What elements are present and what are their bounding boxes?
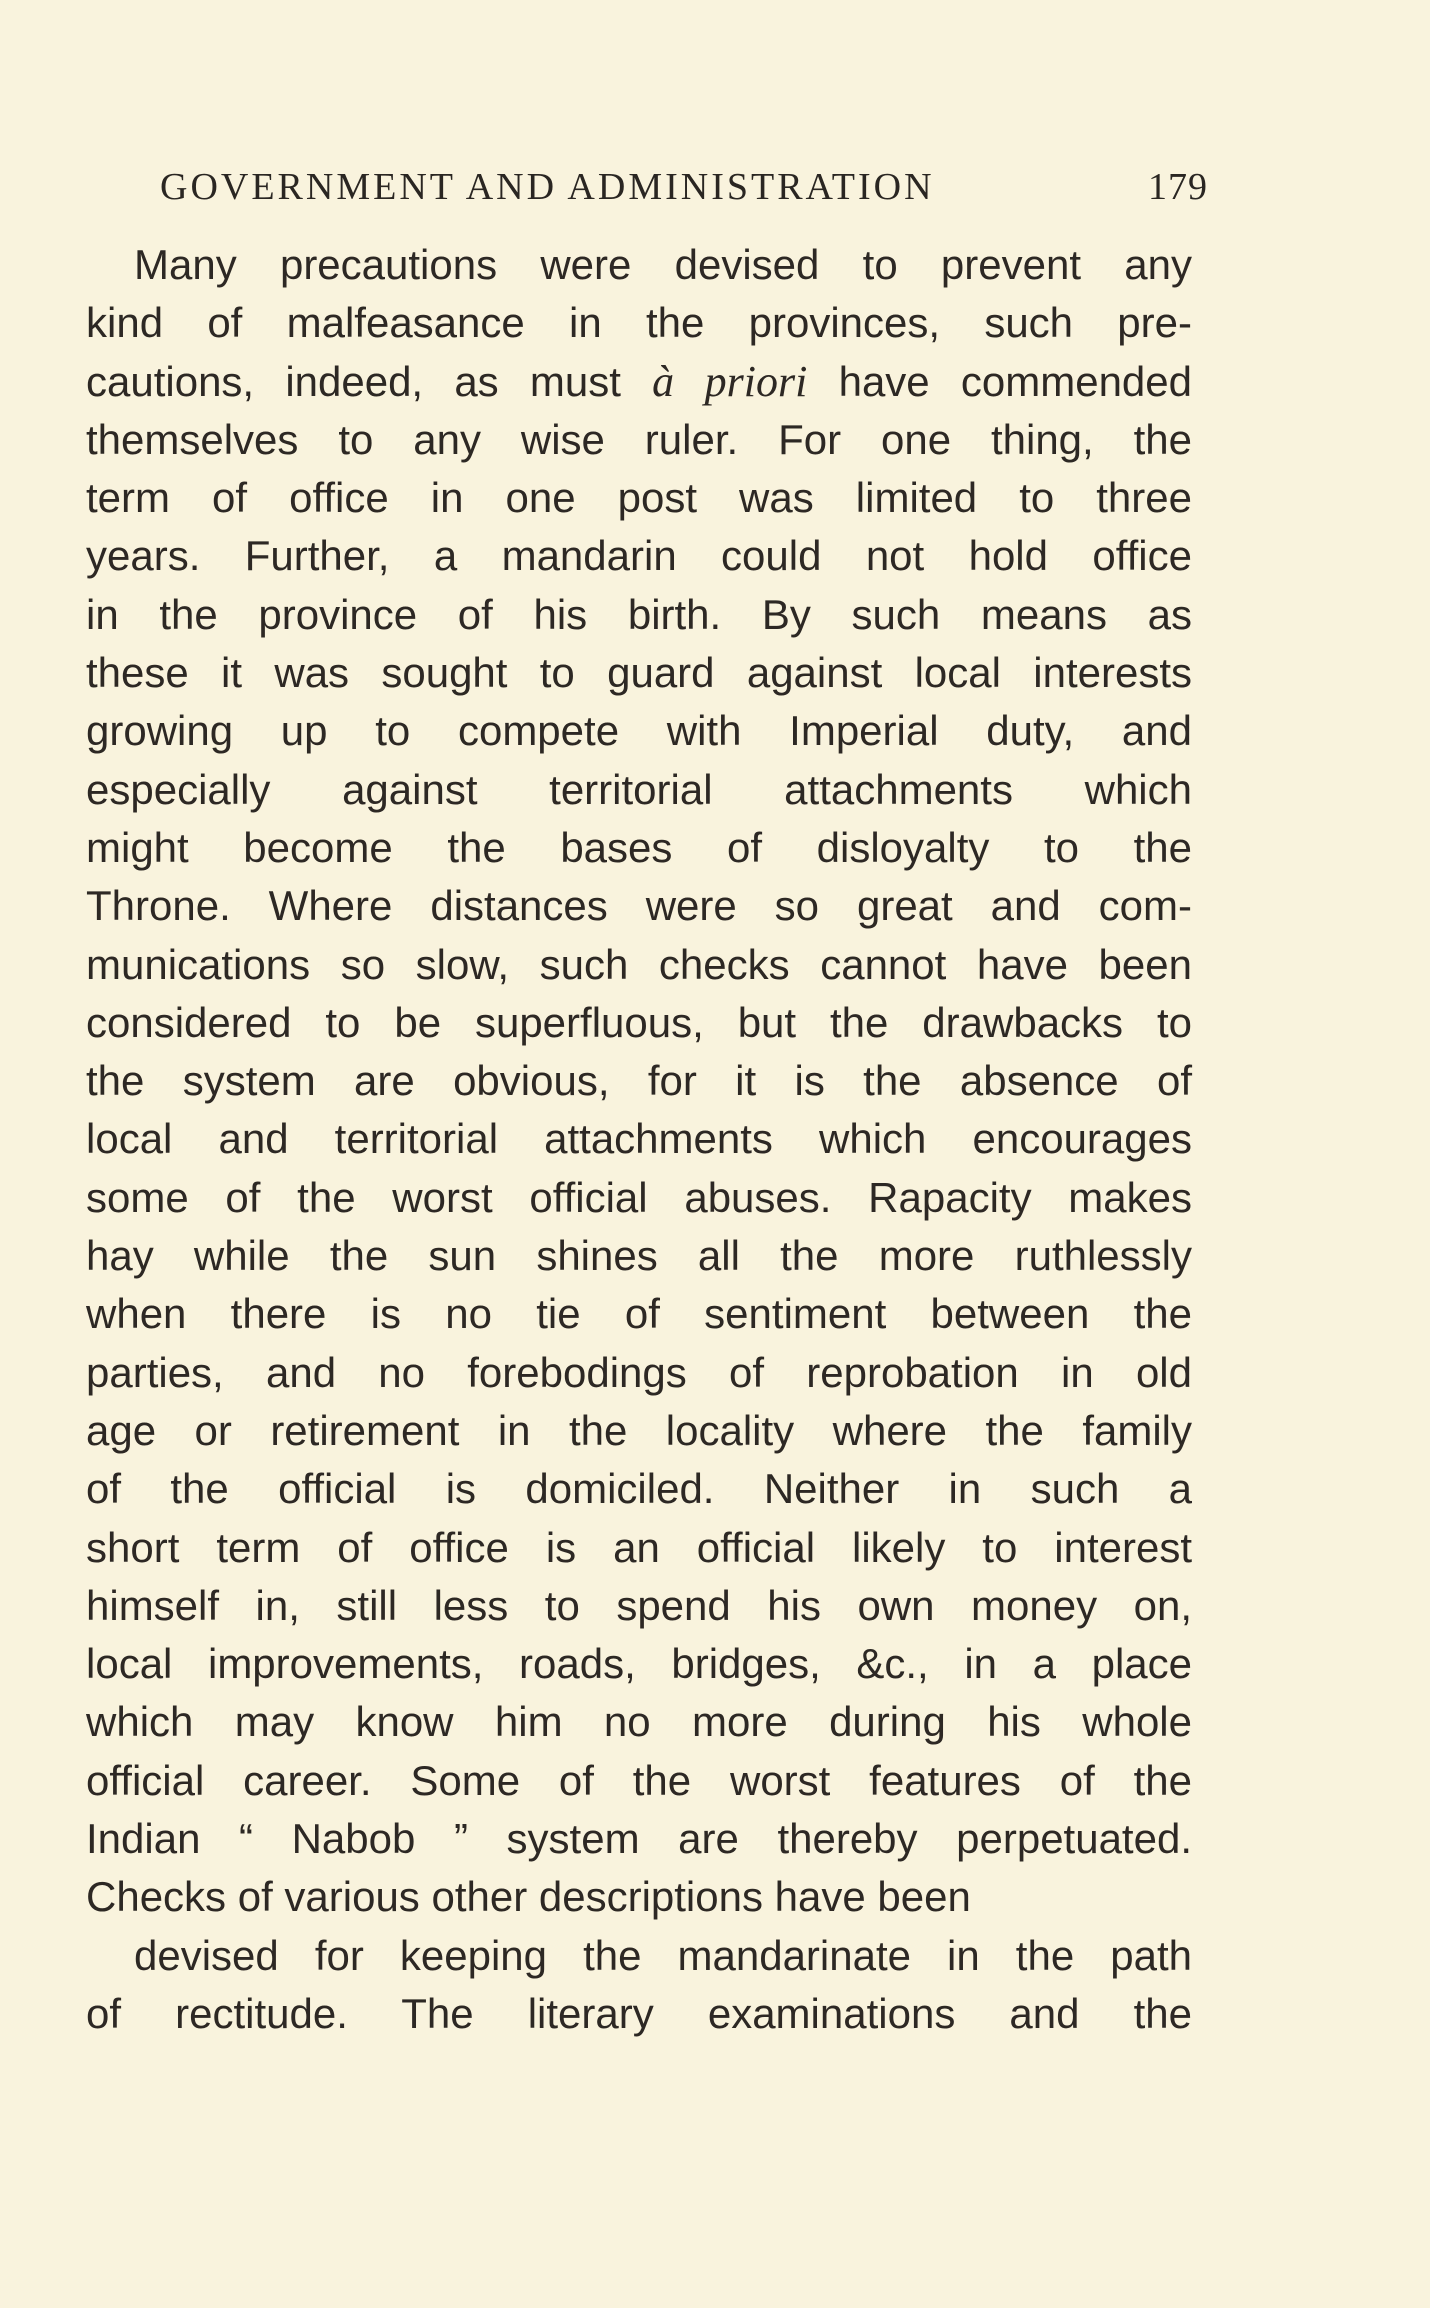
text-line: these it was sought to guard against local interests <box>86 649 1192 697</box>
text-line <box>86 2043 1192 2101</box>
text-line <box>86 353 1192 411</box>
text-line: hay while the sun shines all the more ruthlessly <box>86 1232 1192 1280</box>
text-line: parties, and no forebodings of reprobation in old <box>86 1348 1192 1396</box>
text-line: Many precautions were devised to prevent any <box>134 241 1192 288</box>
text-line: short term of office is an official likely to interest <box>86 1523 1192 1571</box>
text-line: term of office in one post was limited to three <box>86 474 1192 522</box>
text-line: of the official is domiciled. Neither in such a <box>86 1465 1192 1513</box>
running-head: GOVERNMENT AND ADMINISTRATION <box>160 166 935 208</box>
text-line: in the province of his birth. By such means as <box>86 590 1192 638</box>
text-segment: have commended <box>838 357 1193 405</box>
text-line: official career. Some of the worst features of the <box>86 1756 1192 1804</box>
text-line: devised for keeping the mandarinate in the path <box>134 1931 1192 1979</box>
text-line: Checks of various other descriptions have been <box>86 1873 971 1921</box>
text-line: might become the bases of disloyalty to the <box>86 823 1192 871</box>
text-line: years. Further, a mandarin could not hold office <box>86 532 1192 580</box>
text-line: age or retirement in the locality where the family <box>86 1406 1192 1454</box>
text-line: when there is no tie of sentiment between the <box>86 1290 1192 1338</box>
text-line: considered to be superfluous, but the drawbacks to <box>86 998 1192 1046</box>
text-line: especially against territorial attachments which <box>86 765 1192 813</box>
text-line: some of the worst official abuses. Rapacity makes <box>86 1173 1192 1221</box>
text-line: Indian “ Nabob ” system are thereby perpetuated. <box>86 1815 1192 1863</box>
text-line: themselves to any wise ruler. For one thing, the <box>86 415 1192 463</box>
page-number: 179 <box>1148 166 1208 208</box>
body-text <box>86 236 1192 2102</box>
italic-phrase: à priori <box>652 356 808 406</box>
text-line: munications so slow, such checks cannot have been <box>86 940 1192 988</box>
text-line: the system are obvious, for it is the absence of <box>86 1057 1192 1105</box>
text-line: himself in, still less to spend his own money on, <box>86 1581 1192 1629</box>
text-line: local and territorial attachments which encourages <box>86 1115 1192 1163</box>
text-segment: cautions, indeed, as must <box>86 357 621 405</box>
text-line: local improvements, roads, bridges, &c., in a place <box>86 1640 1192 1688</box>
page-header <box>160 165 1208 225</box>
text-line: growing up to compete with Imperial duty, and <box>86 707 1192 755</box>
text-line: Throne. Where distances were so great and com- <box>86 882 1192 930</box>
text-line: which may know him no more during his whole <box>86 1698 1192 1746</box>
text-line: kind of malfeasance in the provinces, such pre- <box>86 299 1192 347</box>
text-line: of rectitude. The literary examinations and the <box>86 1989 1192 2037</box>
